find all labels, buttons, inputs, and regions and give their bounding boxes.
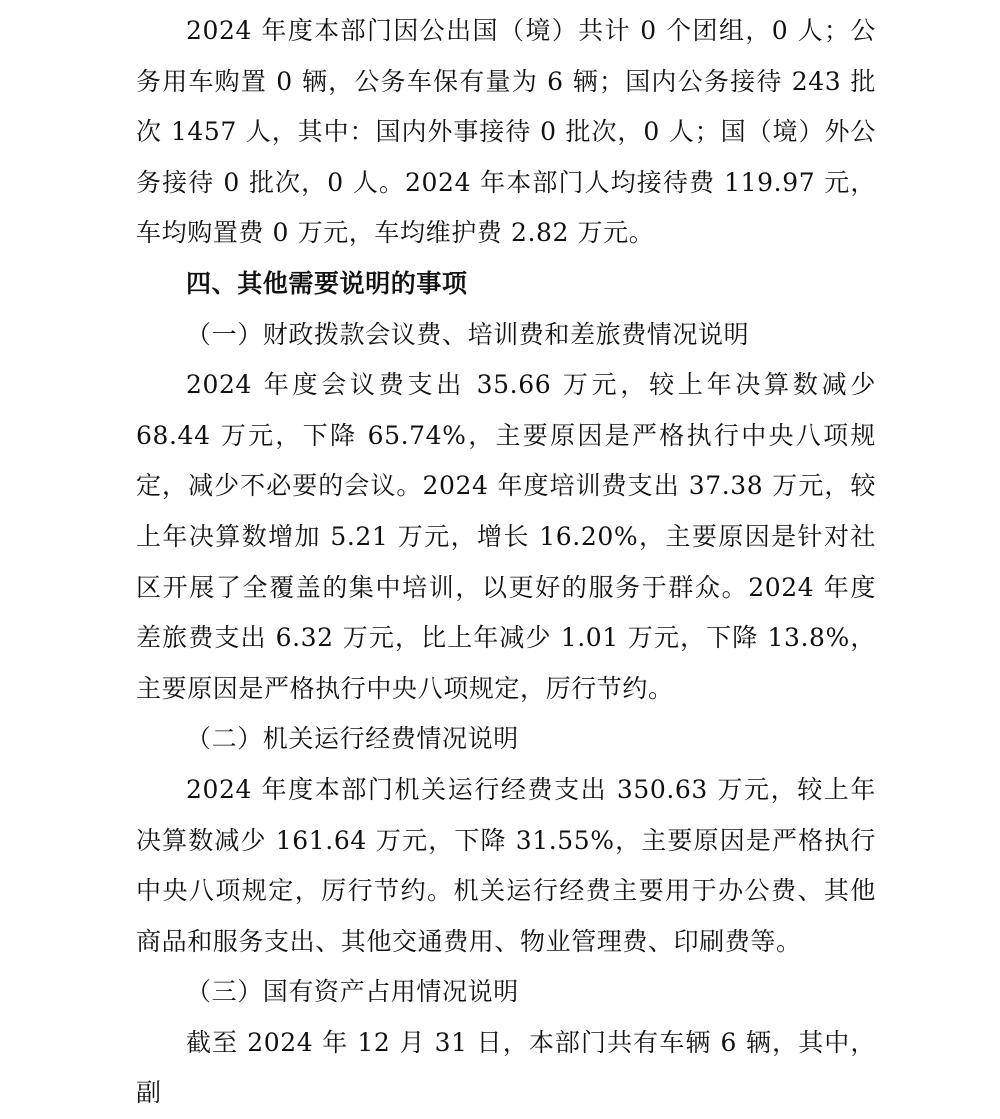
paragraph-meeting-training-travel: 2024 年度会议费支出 35.66 万元，较上年决算数减少 68.44 万元，下降 65.74%，主要原因是严格执行中央八项规定，减少不必要的会议。2024 年度培训费支出 37.38 万元，较上年决算数增加 5.21 万元，增长 16.20%，主要原因是针对社区开展了全覆盖的集中培训，以更好的服务于群众。2024 年度差旅费支出 6.32 万元，比上年减少 1.01 万元，下降 13.8%，主要原因是严格执行中央八项规定，厉行节约。: [136, 370, 876, 703]
document-page: [136, 6, 876, 1119]
paragraph-operating-expenses: 2024 年度本部门机关运行经费支出 350.63 万元，较上年决算数减少 161.64 万元，下降 31.55%，主要原因是严格执行中央八项规定，厉行节约。机关运行经费主要用于办公费、其他商品和服务支出、其他交通费用、物业管理费、印刷费等。: [136, 774, 876, 956]
section-heading-other-matters: 四、其他需要说明的事项: [186, 268, 468, 298]
subheading-meeting-training-travel: （一）财政拨款会议费、培训费和差旅费情况说明: [186, 319, 750, 349]
paragraph-reception-summary: 2024 年度本部门因公出国（境）共计 0 个团组，0 人；公务用车购置 0 辆，公务车保有量为 6 辆；国内公务接待 243 批次 1457 人，其中：国内外事接待 0 批次，0 人；国（境）外公务接待 0 批次，0 人。2024 年本部门人均接待费 119.97 元，车均购置费 0 万元，车均维护费 2.82 万元。: [136, 16, 876, 248]
subheading-operating-expenses: （二）机关运行经费情况说明: [186, 724, 519, 754]
paragraph-state-assets: 截至 2024 年 12 月 31 日，本部门共有车辆 6 辆，其中，副: [136, 1027, 876, 1108]
subheading-state-assets: （三）国有资产占用情况说明: [186, 977, 519, 1007]
